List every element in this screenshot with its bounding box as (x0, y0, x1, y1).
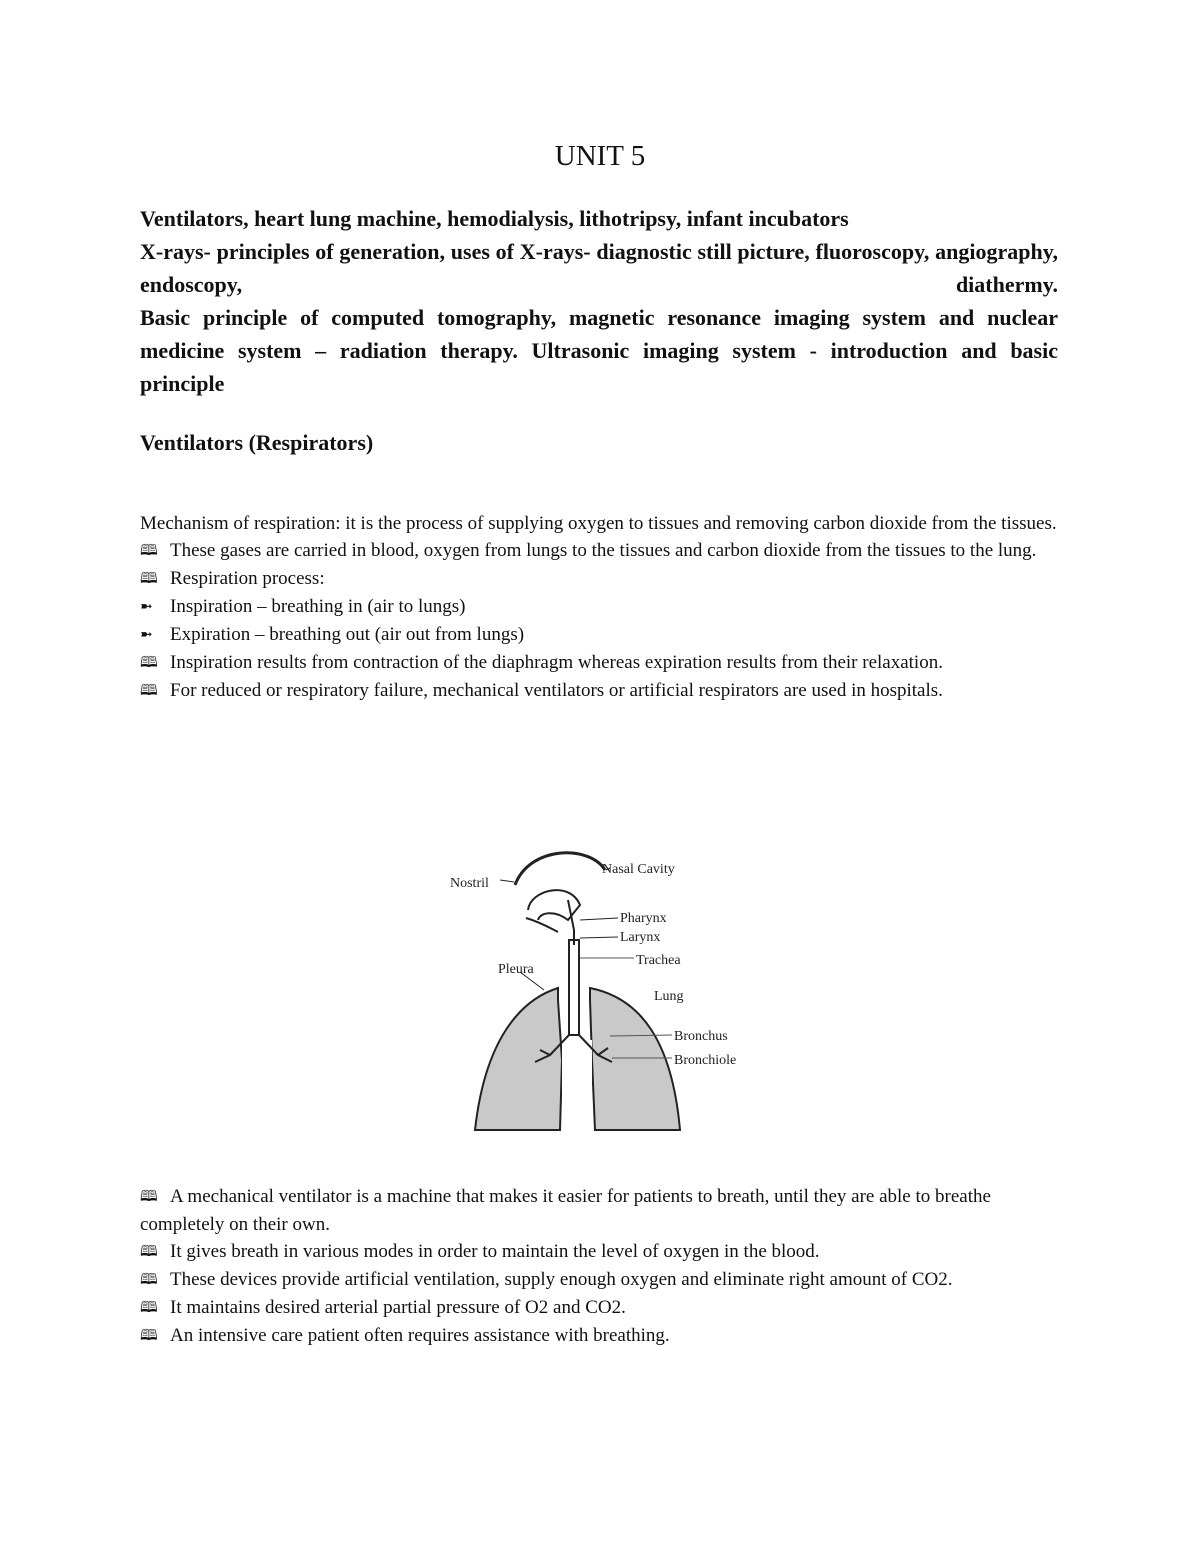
left-lung (475, 988, 562, 1130)
arrow-icon: ➼ (140, 599, 153, 615)
book-icon: 🕮 (140, 683, 158, 699)
head-outline (528, 890, 580, 920)
sub-bullet-item (140, 593, 1060, 621)
nasal-arc (515, 853, 605, 885)
bullet-item (140, 1294, 1060, 1322)
unit-title: UNIT 5 (554, 140, 646, 172)
intro-paragraph: Mechanism of respiration: it is the process of supplying oxygen to tissues and removing carbon dioxide from the tissues. (140, 513, 1057, 534)
bullet-text: Expiration – breathing out (air out from lungs) (170, 624, 525, 645)
mediastinum (562, 1040, 592, 1132)
sub-bullet-item (140, 621, 1060, 649)
label-nasal-cavity: Nasal Cavity (602, 862, 675, 877)
syllabus (140, 202, 1058, 400)
syllabus-line: Ventilators, heart lung machine, hemodialysis, lithotripsy, infant incubators (140, 206, 849, 231)
bullet-text: These devices provide artificial ventilation, supply enough oxygen and eliminate right amount of CO2. (170, 1269, 953, 1290)
label-pleura: Pleura (498, 962, 534, 977)
bullet-text: For reduced or respiratory failure, mechanical ventilators or artificial respirators are used in hospitals. (170, 680, 943, 701)
bullet-item (140, 1322, 1060, 1350)
label-larynx: Larynx (620, 930, 661, 945)
bullet-item (140, 1183, 1060, 1238)
bullet-text: These gases are carried in blood, oxygen from lungs to the tissues and carbon dioxide from the tissues to the lung. (170, 540, 1037, 561)
bullet-item (140, 537, 1060, 565)
book-icon: 🕮 (140, 543, 158, 559)
bullet-text: An intensive care patient often requires assistance with breathing. (170, 1325, 670, 1346)
label-bronchus: Bronchus (674, 1029, 728, 1044)
arrow-icon: ➼ (140, 627, 153, 643)
right-lung (590, 988, 680, 1130)
label-nostril: Nostril (450, 876, 489, 891)
ventilator-text (140, 1183, 1060, 1350)
respiratory-system-diagram (440, 840, 770, 1145)
section-heading: Ventilators (Respirators) (140, 430, 374, 455)
bullet-text: It gives breath in various modes in order to maintain the level of oxygen in the blood. (170, 1241, 820, 1262)
label-trachea: Trachea (636, 953, 681, 968)
label-lung: Lung (654, 989, 684, 1004)
syllabus-line: X-rays- principles of generation, uses of X-rays- diagnostic still picture, fluoroscopy, angiography, endoscopy, diathermy. (140, 239, 1058, 297)
pharynx (568, 900, 574, 945)
book-icon: 🕮 (140, 1328, 158, 1344)
syllabus-line: Basic principle of computed tomography, magnetic resonance imaging system and nuclear medicine system – radiation therapy. Ultrasonic imaging system - introduction and basic principle (140, 305, 1058, 396)
book-icon: 🕮 (140, 1189, 158, 1205)
bullet-text: Respiration process: (170, 568, 325, 589)
bullet-item (140, 565, 1060, 593)
bullet-item (140, 649, 1060, 677)
bullet-text: Inspiration – breathing in (air to lungs) (170, 596, 466, 617)
book-icon: 🕮 (140, 1244, 158, 1260)
bullet-text: A mechanical ventilator is a machine that makes it easier for patients to breath, until they are able to breathe completely on their own. (140, 1186, 991, 1235)
bullet-item (140, 1238, 1060, 1266)
label-pharynx: Pharynx (620, 911, 667, 926)
book-icon: 🕮 (140, 1272, 158, 1288)
book-icon: 🕮 (140, 655, 158, 671)
book-icon: 🕮 (140, 1300, 158, 1316)
bullet-item (140, 677, 1060, 705)
bullet-text: Inspiration results from contraction of the diaphragm whereas expiration results from their relaxation. (170, 652, 943, 673)
bullet-text: It maintains desired arterial partial pressure of O2 and CO2. (170, 1297, 626, 1318)
bullet-item (140, 1266, 1060, 1294)
book-icon: 🕮 (140, 571, 158, 587)
mouth (526, 918, 558, 932)
label-bronchiole: Bronchiole (674, 1053, 737, 1068)
trachea (569, 940, 579, 1035)
respiration-text (140, 510, 1060, 705)
